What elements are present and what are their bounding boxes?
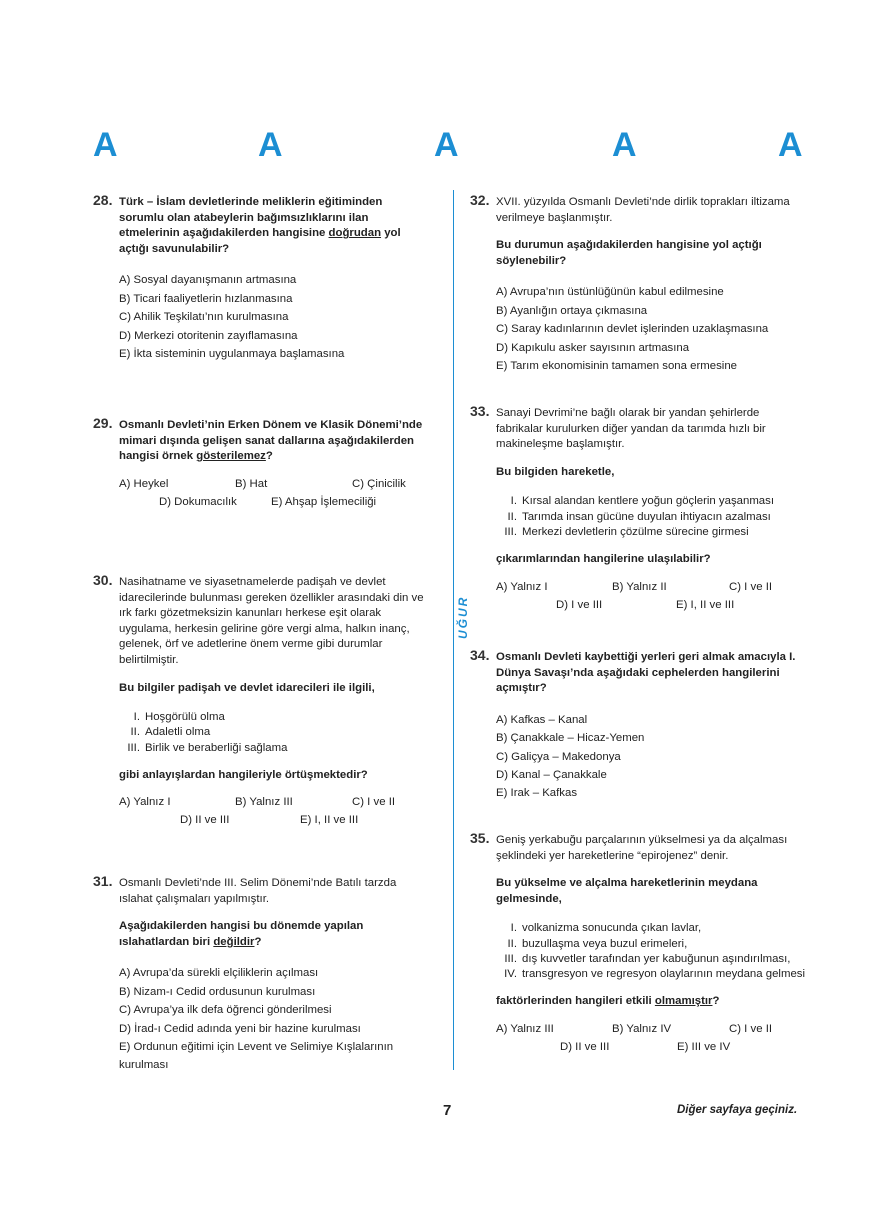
question-stem: Türk – İslam devletlerinde meliklerin eğitiminden sorumlu olan atabeylerin bağımsızlıklarını ilan etmelerinin aşağıdakilerden hangisine doğrudan yol açtığı savunulabilir? [119, 196, 401, 255]
option-d[interactable]: D) Merkezi otoritenin zayıflamasına [119, 329, 298, 342]
option-c[interactable]: C) I ve II [729, 1022, 773, 1035]
page-number: 7 [443, 1102, 452, 1119]
question-stem: Osmanlı Devleti’nde III. Selim Dönemi’nde Batılı tarzda ıslahat çalışmaları yapılmıştır. [119, 877, 397, 905]
option-d[interactable]: D) Kapıkulu asker sayısının artmasına [496, 341, 690, 354]
statement-list [496, 494, 805, 540]
answer-options [496, 1022, 805, 1058]
question-stem: Nasihatname ve siyasetnamelerde padişah ve devlet idarecilerinde bulunması gereken özellikler arasındaki din ve ırk farkı gözetmeksizin kanunları herkese eşit olarak uygulama, herkesin gelirine göre vergi alma, halkın inanç, gelenek, örf ve adetlerine önem verme gibi durumlar belirtilmiştir. [119, 576, 424, 666]
statement-item: II. buzullaşma veya buzul erimeleri, [507, 937, 688, 950]
question-ask: çıkarımlarından hangilerine ulaşılabilir? [496, 552, 711, 565]
question-number: 35. [470, 830, 490, 846]
option-c[interactable]: C) Saray kadınlarının devlet işlerinden uzaklaşmasına [496, 323, 769, 336]
question-28 [93, 192, 428, 363]
option-d[interactable]: D) II ve III [560, 1040, 610, 1053]
option-a[interactable]: A) Avrupa’nın üstünlüğünün kabul edilmesine [496, 286, 724, 299]
option-d[interactable]: D) I ve III [556, 598, 603, 611]
option-a[interactable]: A) Yalnız III [496, 1022, 554, 1035]
statement-item: II. Tarımda insan gücüne duyulan ihtiyacın azalması [507, 510, 771, 523]
statement-item: I. volkanizma sonucunda çıkan lavlar, [510, 922, 702, 935]
option-d[interactable]: D) Dokumacılık [159, 495, 237, 508]
option-a[interactable]: A) Sosyal dayanışmanın artmasına [119, 274, 297, 287]
statement-item: IV. transgresyon ve regresyon olaylarının meydana gelmesi [504, 967, 806, 980]
option-d[interactable]: D) II ve III [180, 814, 230, 827]
option-e[interactable]: E) Irak – Kafkas [496, 787, 578, 800]
question-lead: Bu bilgiden hareketle, [496, 465, 615, 478]
option-b[interactable]: B) Yalnız IV [612, 1022, 672, 1035]
option-e[interactable]: E) Ahşap İşlemeciliği [271, 495, 377, 508]
option-c[interactable]: C) I ve II [729, 580, 773, 593]
booklet-letter-2: A [258, 126, 283, 164]
option-b[interactable]: B) Ticari faaliyetlerin hızlanmasına [119, 292, 293, 305]
question-number: 29. [93, 415, 113, 431]
option-e[interactable]: E) Ordunun eğitimi için Levent ve Selimiye Kışlalarının kurulması [119, 1041, 394, 1072]
next-page-note: Diğer sayfaya geçiniz. [677, 1104, 798, 1116]
option-a[interactable]: A) Avrupa’da sürekli elçiliklerin açılması [119, 967, 319, 980]
question-number: 28. [93, 192, 113, 208]
answer-options [119, 964, 428, 1074]
booklet-letter-4: A [612, 126, 637, 164]
option-e[interactable]: E) İkta sisteminin uygulanmaya başlamasına [119, 348, 345, 360]
option-a[interactable]: A) Yalnız I [496, 580, 548, 593]
question-ask: gibi anlayışlardan hangileriyle örtüşmektedir? [119, 768, 368, 781]
question-number: 33. [470, 403, 490, 419]
option-a[interactable]: A) Heykel [119, 477, 169, 490]
question-30 [93, 572, 428, 831]
option-c[interactable]: C) Avrupa’ya ilk defa öğrenci gönderilmesi [119, 1004, 332, 1017]
option-b[interactable]: B) Yalnız III [235, 796, 293, 809]
booklet-letter-3: A [434, 126, 459, 164]
answer-options [496, 283, 805, 375]
option-c[interactable]: C) Galiçya – Makedonya [496, 750, 621, 763]
answer-options [119, 271, 428, 363]
question-stem: Sanayi Devrimi’ne bağlı olarak bir yandan şehirlerde fabrikalar kurulurken diğer yandan da tarımda hızlı bir makineleşme başlamıştır. [496, 407, 766, 451]
option-c[interactable]: C) Ahilik Teşkilatı’nın kurulmasına [119, 311, 289, 324]
question-ask: Bu durumun aşağıdakilerden hangisine yol açtığı söylenebilir? [496, 239, 762, 267]
statement-item: III. dış kuvvetler tarafından yer kabuğunun aşındırılması, [504, 952, 791, 965]
option-b[interactable]: B) Hat [235, 477, 268, 490]
answer-options [119, 795, 428, 831]
question-29 [93, 415, 428, 513]
statement-list [119, 710, 428, 756]
option-e[interactable]: E) I, II ve III [300, 814, 359, 827]
booklet-letter-5: A [778, 126, 803, 164]
option-e[interactable]: E) Tarım ekonomisinin tamamen sona ermesine [496, 360, 737, 372]
question-stem: Osmanlı Devleti’nin Erken Dönem ve Klasik Dönemi’nde mimari dışında gelişen sanat dallarına aşağıdakilerden hangisi örnek gösterilemez? [119, 419, 423, 463]
brand-label: UĞUR [456, 595, 470, 639]
question-number: 34. [470, 647, 490, 663]
question-number: 30. [93, 572, 113, 588]
question-ask: faktörlerinden hangileri etkili olmamıştır? [496, 995, 720, 1008]
column-divider [453, 190, 454, 1070]
option-c[interactable]: C) I ve II [352, 796, 396, 809]
statement-item: I. Kırsal alandan kentlere yoğun göçlerin yaşanması [510, 495, 775, 508]
option-b[interactable]: B) Ayanlığın ortaya çıkmasına [496, 304, 648, 317]
option-e[interactable]: E) III ve IV [677, 1040, 731, 1053]
question-33 [470, 403, 805, 616]
option-a[interactable]: A) Kafkas – Kanal [496, 713, 588, 726]
option-d[interactable]: D) İrad-ı Cedid adında yeni bir hazine kurulması [119, 1022, 361, 1035]
question-lead: Bu yükselme ve alçalma hareketlerinin meydana gelmesinde, [496, 877, 758, 905]
question-stem: Osmanlı Devleti kaybettiği yerleri geri almak amacıyla I. Dünya Savaşı’nda aşağıdaki cephelerden hangilerini açmıştır? [496, 651, 796, 695]
statement-list [496, 921, 805, 982]
option-a[interactable]: A) Yalnız I [119, 796, 171, 809]
statement-item: I. Hoşgörülü olma [133, 711, 225, 724]
question-stem: Geniş yerkabuğu parçalarının yükselmesi ya da alçalması şeklindeki yer hareketlerine “epirojenez” denir. [496, 834, 788, 862]
booklet-letter-1: A [93, 126, 118, 164]
option-e[interactable]: E) I, II ve III [676, 598, 735, 611]
answer-options [496, 711, 805, 803]
question-31 [93, 873, 428, 1075]
option-d[interactable]: D) Kanal – Çanakkale [496, 769, 607, 781]
option-c[interactable]: C) Çinicilik [352, 477, 406, 490]
statement-item: III. Merkezi devletlerin çözülme sürecine girmesi [504, 525, 749, 538]
question-34 [470, 647, 805, 803]
statement-item: II. Adaletli olma [130, 726, 211, 739]
question-number: 31. [93, 873, 113, 889]
option-b[interactable]: B) Yalnız II [612, 580, 667, 593]
statement-item: III. Birlik ve beraberliği sağlama [127, 741, 288, 754]
question-number: 32. [470, 192, 490, 208]
question-32 [470, 192, 805, 375]
answer-options [119, 477, 428, 513]
answer-options [496, 580, 805, 616]
question-lead: Bu bilgiler padişah ve devlet idarecileri ile ilgili, [119, 681, 375, 694]
question-stem: XVII. yüzyılda Osmanlı Devleti’nde dirlik toprakları iltizama verilmeye başlanmıştır. [496, 196, 790, 224]
question-35 [470, 830, 806, 1058]
option-b[interactable]: B) Çanakkale – Hicaz-Yemen [496, 732, 645, 745]
question-ask: Aşağıdakilerden hangisi bu dönemde yapılan ıslahatlardan biri değildir? [119, 920, 364, 948]
option-b[interactable]: B) Nizam-ı Cedid ordusunun kurulması [119, 985, 316, 998]
